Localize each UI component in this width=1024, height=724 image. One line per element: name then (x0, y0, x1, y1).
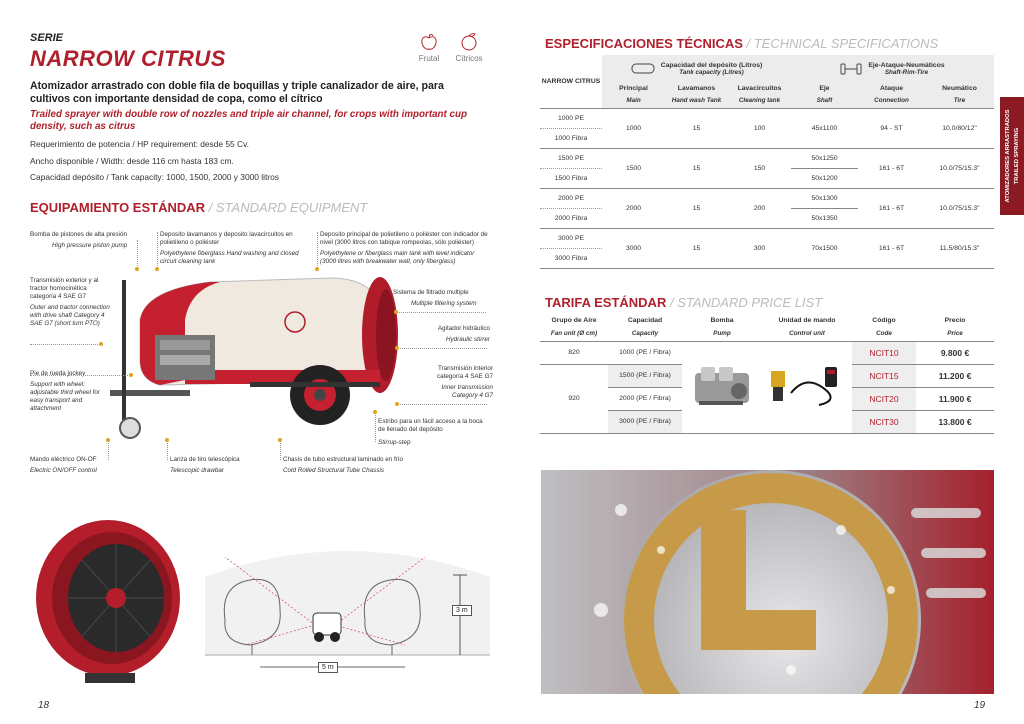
capacity-cell: 2000 (PE / Fibra) (619, 395, 671, 402)
tech-subtitle: / TECHNICAL SPECIFICATIONS (746, 36, 939, 51)
capacity-cell: 3000 (PE / Fibra) (608, 410, 682, 433)
callout-filter (393, 289, 493, 308)
callout-chassis-dot (278, 438, 282, 442)
callout-wash-tank-dot (155, 267, 159, 271)
price-table (540, 314, 994, 434)
code-cell: NCIT30 (852, 410, 916, 433)
cell-shaft: 50x1200 (791, 168, 858, 188)
price-col-price-en: Price (947, 330, 963, 338)
callout-filter-dot (394, 310, 398, 314)
cell-shaft: 50x1300 (811, 194, 838, 202)
spec-tank (30, 172, 279, 182)
callout-agitator-leader (397, 348, 487, 349)
price-heading (545, 295, 822, 310)
side-tab-es: ATOMIZADORES ARRASTRADOS (1005, 109, 1011, 203)
equipment-subtitle: / STANDARD EQUIPMENT (208, 200, 368, 215)
callout-chassis (283, 456, 433, 475)
callout-inner-transmission-leader (397, 404, 487, 405)
model-cell: 3000 Fibra (540, 248, 602, 268)
col-tire-label: Neumático (942, 84, 977, 92)
model-header: NARROW CITRUS (540, 55, 602, 108)
fan-cell: 820 (568, 349, 580, 356)
callout-jockey-dot (129, 373, 133, 377)
callout-wash-tank-en: Polyethylene fiberglass Hand washing and closed circuit cleaning tank (160, 250, 299, 265)
callout-chassis-leader (280, 440, 281, 460)
model-cell: 1500 Fibra (540, 168, 602, 188)
callout-jockey (30, 370, 100, 413)
fan-cell: 920 (568, 395, 580, 402)
tank-capacity-label: Capacidad del depósito (Litros) (660, 61, 763, 69)
col-conn-label: Ataque (879, 84, 904, 92)
model-cell: 1000 PE (557, 114, 585, 122)
callout-control-es: Mando eléctrico ON-OF (30, 456, 97, 463)
tank-capacity-group (602, 55, 791, 82)
control-photo-cell (762, 341, 852, 433)
callout-inner-transmission-dot (395, 402, 399, 406)
callout-control (30, 456, 140, 475)
price-col-capacity-en: Capacity (631, 330, 659, 338)
table-row (540, 188, 994, 208)
axle-icon (840, 63, 862, 75)
callout-agitator-en: Hydraulic stirrer (445, 336, 490, 343)
diagram-width-label: 5 m (318, 662, 338, 673)
pump-photo-cell (682, 341, 762, 433)
price-col-pump: Bomba (710, 317, 734, 324)
callout-outer-transmission-dot (99, 342, 103, 346)
callout-inner-transmission-en: Inner transmission Category 4 G7 (441, 384, 493, 399)
price-col-price: Precio (944, 317, 966, 324)
spec-tank-value: 1000, 1500, 2000 y 3000 litros (163, 172, 279, 182)
callout-agitator-dot (395, 346, 399, 350)
callout-filter-es: Sistema de filtrado multiple (393, 289, 469, 296)
code-cell: NCIT15 (852, 364, 916, 387)
callout-pump-en: High pressure piston pump (52, 242, 128, 249)
cell-shaft: 45x1100 (811, 124, 838, 132)
cell-tire: 10.0/75/15.3" (939, 164, 980, 172)
cell-conn: 161 - 6T (878, 244, 905, 252)
cell-tire: 11.5/80/15.3" (939, 244, 980, 252)
coverage-diagram (205, 535, 490, 675)
model-cell: 2000 PE (557, 194, 585, 202)
price-col-control: Unidad de mando (778, 317, 836, 324)
callout-main-tank-en: Polyethylene or fiberglass main tank with level indicator (3000 litres with breakwater wall, only fiberglass) (320, 250, 475, 265)
cell-shaft: 50x1350 (791, 208, 858, 228)
col-main-label: Principal (619, 84, 648, 92)
callout-inner-transmission-es: Transmisión interior categoría 4 SAE G7 (436, 365, 493, 380)
col-tire-en: Tire (953, 97, 966, 105)
callout-step-es: Estribo para un fácil acceso a la boca de llenado del depósito (378, 418, 483, 433)
cell-tire: 10.0/75/15.3" (939, 204, 980, 212)
callout-outer-transmission-es: Transmisión exterior y al tractor homocinética categoría 4 SAE G7 (30, 277, 99, 300)
price-col-capacity: Capacidad (627, 317, 663, 324)
callout-main-tank-leader (317, 232, 318, 268)
callout-control-leader (108, 440, 109, 460)
apple-icon (419, 32, 439, 52)
cell-conn: 161 - 6T (878, 204, 905, 212)
col-conn-en: Connection (874, 97, 909, 105)
shaft-group-en: Shaft-Rim-Tire (884, 68, 929, 76)
equipment-heading (30, 200, 367, 215)
tech-title: ESPECIFICACIONES TÉCNICAS (545, 36, 743, 51)
tech-heading (545, 36, 938, 51)
cell-shaft: 70x1500 (811, 244, 838, 252)
spec-width (30, 156, 234, 166)
spec-width-label: Ancho disponible / Width: (30, 156, 125, 166)
cell-hand: 15 (692, 124, 701, 132)
crop-fruit (412, 32, 446, 63)
model-cell: 3000 PE (557, 234, 585, 242)
callout-step-dot (373, 410, 377, 414)
callout-chassis-es: Chasis de tubo estructural laminado en frío (283, 456, 404, 463)
pump-photo (689, 361, 755, 411)
col-main-en: Main (626, 97, 641, 105)
price-col-fan: Grupo de Aire (551, 317, 597, 324)
cell-clean: 150 (753, 164, 766, 172)
callout-agitator-es: Agitador hidráulico (437, 325, 490, 332)
cell-conn: 94 - ST (880, 124, 903, 132)
cell-hand: 15 (692, 164, 701, 172)
cell-clean: 200 (753, 204, 766, 212)
callout-drawbar-es: Lanza de tiro telescópica (170, 456, 240, 463)
page-number-right: 19 (974, 700, 986, 711)
cell-main: 1500 (625, 164, 642, 172)
callout-drawbar-dot (165, 438, 169, 442)
cell-tire: 10.0/80/12" (942, 124, 977, 132)
callout-jockey-es: Pie de rueda jockey (30, 370, 86, 377)
callout-drawbar (170, 456, 280, 475)
callout-step (378, 418, 490, 447)
price-cell: 13.800 € (938, 416, 972, 427)
price-title: TARIFA ESTÁNDAR (545, 295, 667, 310)
col-shaft-en: Shaft (816, 97, 833, 105)
crop-citrus-label: Cítricos (455, 54, 483, 63)
table-row (540, 108, 994, 128)
callout-filter-leader (396, 312, 486, 313)
price-col-fan-en: Fan unit (Ø cm) (550, 330, 598, 338)
page-title: NARROW CITRUS (30, 46, 226, 71)
callout-pump-dot (135, 267, 139, 271)
cell-main: 3000 (625, 244, 642, 252)
cell-conn: 161 - 6T (878, 164, 905, 172)
callout-step-en: Stirrup-step (378, 439, 411, 446)
callout-jockey-en: Support with wheel: adjustable third wheel for easy transport and attachment (30, 381, 101, 412)
price-col-code-en: Code (876, 330, 892, 338)
series-label: SERIE (30, 32, 64, 44)
code-cell: NCIT10 (852, 341, 916, 364)
fan-unit-photo (30, 518, 180, 688)
cell-hand: 15 (692, 244, 701, 252)
citrus-icon (459, 32, 479, 52)
callout-outer-transmission-leader (30, 344, 100, 345)
sprayer-illustration (100, 260, 410, 450)
page-number-left: 18 (38, 700, 50, 711)
cell-main: 1000 (625, 124, 642, 132)
equipment-title: EQUIPAMIENTO ESTÁNDAR (30, 200, 206, 215)
price-col-control-en: Control unit (789, 330, 825, 338)
code-cell: NCIT20 (852, 387, 916, 410)
callout-wash-tank-es: Deposito lavamanos y deposito lavacircuitos en polietileno o poliéster (160, 231, 293, 246)
price-subtitle: / STANDARD PRICE LIST (669, 295, 823, 310)
callout-pump-leader (137, 240, 138, 268)
callout-drawbar-en: Telescopic drawbar (170, 467, 225, 474)
spec-width-value: desde 116 cm hasta 183 cm. (124, 156, 234, 166)
callout-wash-tank (160, 231, 305, 266)
col-hand-label: Lavamanos (677, 84, 716, 92)
price-cell: 11.200 € (938, 370, 972, 381)
callout-main-tank-dot (315, 267, 319, 271)
cell-shaft: 50x1250 (811, 154, 838, 162)
spec-tank-label: Capacidad depósito / Tank capacity: (30, 172, 164, 182)
col-hand-en: Hand wash Tank (671, 97, 722, 105)
cell-hand: 15 (692, 204, 701, 212)
callout-pump-es: Bomba de pistones de alta presión (30, 231, 127, 238)
tank-capacity-en: Tank capacity (Litres) (679, 68, 744, 76)
col-clean-label: Lavacircuitos (737, 84, 782, 92)
callout-step-leader (375, 412, 376, 442)
col-clean-en: Cleaning tank (738, 97, 781, 105)
callout-inner-transmission (415, 365, 493, 400)
callout-main-tank (320, 231, 490, 266)
diagram-height-label: 3 m (452, 605, 472, 616)
callout-control-dot (106, 438, 110, 442)
price-cell: 11.900 € (938, 393, 972, 404)
shaft-group-label: Eje-Ataque-Neumáticos (868, 61, 945, 69)
callout-outer-transmission (30, 277, 110, 328)
callout-control-en: Electric ON/OFF control (30, 467, 97, 474)
capacity-cell: 1000 (PE / Fibra) (619, 349, 671, 356)
col-shaft-label: Eje (819, 84, 830, 92)
callout-outer-transmission-en: Outer and tractor connection with drive shaft Category 4 SAE G7 (short turn PTO) (30, 304, 110, 327)
spec-power-value: desde 55 Cv. (197, 139, 249, 149)
model-cell: 1000 Fibra (540, 128, 602, 148)
side-tab-en: TRAILED SPRAYING (1014, 127, 1020, 185)
callout-jockey-leader (30, 375, 130, 376)
section-side-tab (1000, 97, 1024, 215)
closeup-photo (541, 470, 994, 694)
cell-clean: 300 (753, 244, 766, 252)
table-row (540, 228, 994, 248)
lead-text-en: Trailed sprayer with double row of nozzles and triple air channel, for crops with important cup density, such as citrus (30, 109, 467, 132)
crop-icons (412, 32, 492, 66)
crop-fruit-label: Frutal (418, 54, 440, 63)
spec-power-label: Requerimiento de potencia / HP requirement: (30, 139, 198, 149)
lead-text-es: Atomizador arrastrado con doble fila de boquillas y triple canalizador de aire, para cultivos con importante densidad de copa, como el cítrico (30, 80, 444, 105)
callout-wash-tank-leader (157, 232, 158, 268)
callout-drawbar-leader (167, 440, 168, 460)
model-cell: 1500 PE (557, 154, 585, 162)
callout-filter-en: Multiple filtering system (411, 300, 477, 307)
callout-agitator (420, 325, 490, 344)
capacity-cell: 1500 (PE / Fibra) (608, 364, 682, 387)
tank-icon (631, 63, 655, 75)
cell-main: 2000 (625, 204, 642, 212)
shaft-group (791, 55, 994, 82)
price-cell: 9.800 € (940, 347, 970, 358)
price-col-code: Código (872, 317, 896, 324)
control-unit-photo (767, 363, 847, 409)
callout-chassis-en: Cold Rolled Structural Tube Chassis (283, 467, 385, 474)
price-col-pump-en: Pump (713, 330, 731, 338)
spec-power (30, 139, 249, 149)
callout-pump (30, 231, 140, 250)
callout-main-tank-es: Deposito principal de polietileno o poliéster con indicador de nivel (3000 litros con tabique rompeolas, sólo poliéster) (320, 231, 488, 246)
cell-clean: 100 (753, 124, 766, 132)
tech-spec-table (540, 55, 994, 269)
table-row (540, 341, 994, 364)
table-row (540, 148, 994, 168)
crop-citrus (452, 32, 486, 63)
model-cell: 2000 Fibra (540, 208, 602, 228)
